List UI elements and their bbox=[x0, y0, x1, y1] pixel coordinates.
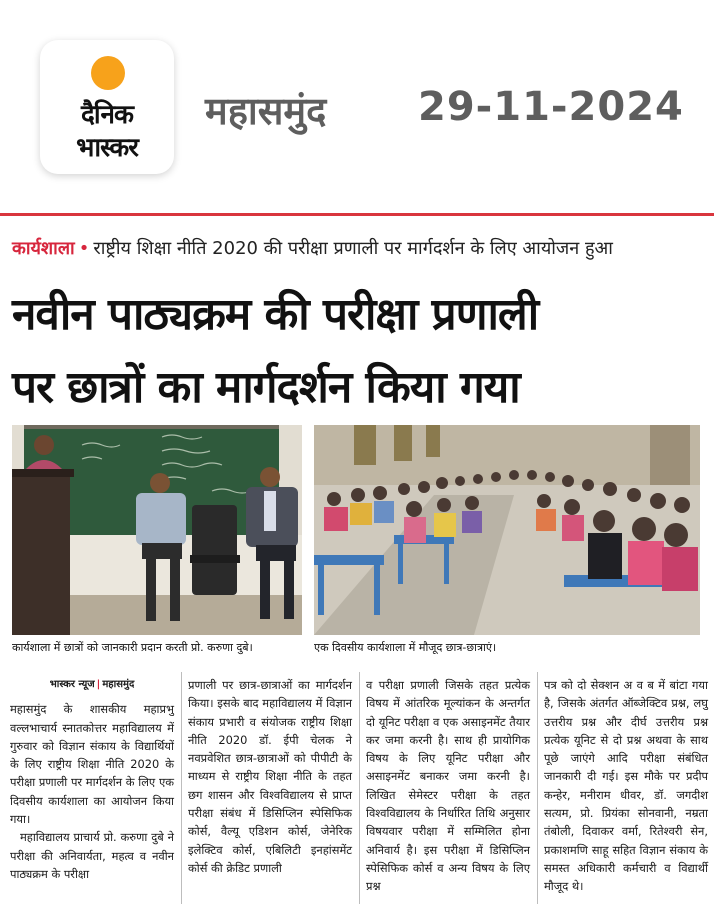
article-column-2 bbox=[188, 676, 352, 877]
column-divider bbox=[181, 672, 182, 904]
classroom-photo-illustration bbox=[314, 425, 700, 635]
byline-place: महासमुंद bbox=[102, 679, 135, 690]
header-divider bbox=[0, 213, 714, 216]
photo-right-caption: एक दिवसीय कार्यशाला में मौजूद छात्र-छात्राएं। bbox=[314, 641, 497, 654]
paragraph: व परीक्षा प्रणाली जिसके तहत प्रत्येक विषय में आंतरिक मूल्यांकन के अन्तर्गत दो यूनिट परीक्षा व एक असाइनमेंट तैयार कर जमा करनी है। साथ ही प्रायोगिक विषय के लिए यूनिट परीक्षा और असाइनमेंट बनाकर जमा करनी है। लिखित सेमेस्टर परीक्षा के तहत विश्वविद्यालय के निर्धारित तिथि अनुसार विषयवार परीक्षा में सम्मिलित होना अनिवार्य है। इस परीक्षा में डिसिप्लिन स्पेसिफिक कोर्स व अन्य विषय के लिए प्रश्न bbox=[366, 678, 530, 894]
article-column-3 bbox=[366, 676, 530, 896]
sun-icon bbox=[91, 56, 125, 90]
paragraph: पत्र को दो सेक्शन अ व ब में बांटा गया है, जिसके अंतर्गत ऑब्जेक्टिव प्रश्न, लघु उत्तरीय प्रश्न और दीर्घ उत्तरीय प्रश्न प्रत्येक यूनिट से दो प्रश्न अथवा के साथ पूछे जाएंगे आदि परीक्षा संबंधित जानकारी दी गई। इस मौके पर प्रदीप कन्हेर, मनीराम धीवर, डॉ. जगदीश सत्यम, प्रो. प्रियंका सोनवानी, नम्रता तंबोली, दिवाकर वर्मा, रितेश्वरी सेन, प्रकाशमणि साहू सहित विज्ञान संकाय के समस्त अधिकारी कर्मचारी व विद्यार्थी मौजूद थे। bbox=[544, 678, 708, 894]
headline-line-1: नवीन पाठ्यक्रम की परीक्षा प्रणाली bbox=[12, 289, 539, 340]
photo-speaker bbox=[12, 425, 302, 635]
kicker-tag: कार्यशाला bbox=[12, 238, 75, 259]
logo-text-line2: भास्कर bbox=[76, 133, 138, 163]
paragraph: प्रणाली पर छात्र-छात्राओं का मार्गदर्शन किया। इसके बाद महाविद्यालय में विज्ञान संकाय प्रभारी व संयोजक राष्ट्रीय शिक्षा नीति 2020 डॉ. ईपी चेलक ने नवप्रवेशित छात्र-छात्राओं को पीपीटी के माध्यम से राष्ट्रीय शिक्षा नीति के तहत छग शासन और विश्वविद्यालय से प्राप्त परीक्षा संबंध में डिसिप्लिन स्पेसिफिक कोर्स, वैल्यू एडिशन कोर्स, जेनेरिक इलेक्टिव कोर्स, एबिलिटी इनहांसमेंट कोर्स की क्रेडिट प्रणाली bbox=[188, 678, 352, 875]
paragraph: महासमुंद के शासकीय महाप्रभु वल्लभाचार्य स्नातकोत्तर महाविद्यालय में गुरुवार को विज्ञान संकाय के विद्यार्थियों के लिए राष्ट्रीय शिक्षा नीति 2020 के परीक्षा प्रणाली पर मार्गदर्शन के लिए एक दिवसीय कार्यशाला का आयोजन किया गया। bbox=[10, 702, 174, 827]
dainik-bhaskar-logo bbox=[40, 40, 174, 174]
article-column-4 bbox=[544, 676, 708, 896]
byline-source: भास्कर न्यूज bbox=[49, 679, 95, 690]
kicker-bullet-icon: • bbox=[78, 238, 90, 259]
kicker bbox=[12, 236, 712, 260]
photo-left-caption: कार्यशाला में छात्रों को जानकारी प्रदान करती प्रो. करुणा दुबे। bbox=[12, 641, 253, 654]
column-divider bbox=[537, 672, 538, 904]
edition-place: महासमुंद bbox=[205, 89, 327, 133]
kicker-text: राष्ट्रीय शिक्षा नीति 2020 की परीक्षा प्रणाली पर मार्गदर्शन के लिए आयोजन हुआ bbox=[93, 238, 613, 259]
paragraph: महाविद्यालय प्राचार्य प्रो. करुणा दुबे ने परीक्षा की अनिवार्यता, महत्व व नवीन पाठ्यक्रम के परीक्षा bbox=[10, 830, 174, 881]
masthead bbox=[0, 0, 714, 210]
article-column-1 bbox=[10, 676, 174, 883]
photo-classroom bbox=[314, 425, 700, 635]
column-divider bbox=[359, 672, 360, 904]
speaker-photo-illustration bbox=[12, 425, 302, 635]
headline-line-2: पर छात्रों का मार्गदर्शन किया गया bbox=[12, 362, 520, 413]
byline: भास्कर न्यूज | महासमुंद bbox=[49, 679, 135, 690]
logo-text-line1: दैनिक bbox=[81, 100, 133, 130]
edition-date: 29-11-2024 bbox=[418, 84, 684, 130]
